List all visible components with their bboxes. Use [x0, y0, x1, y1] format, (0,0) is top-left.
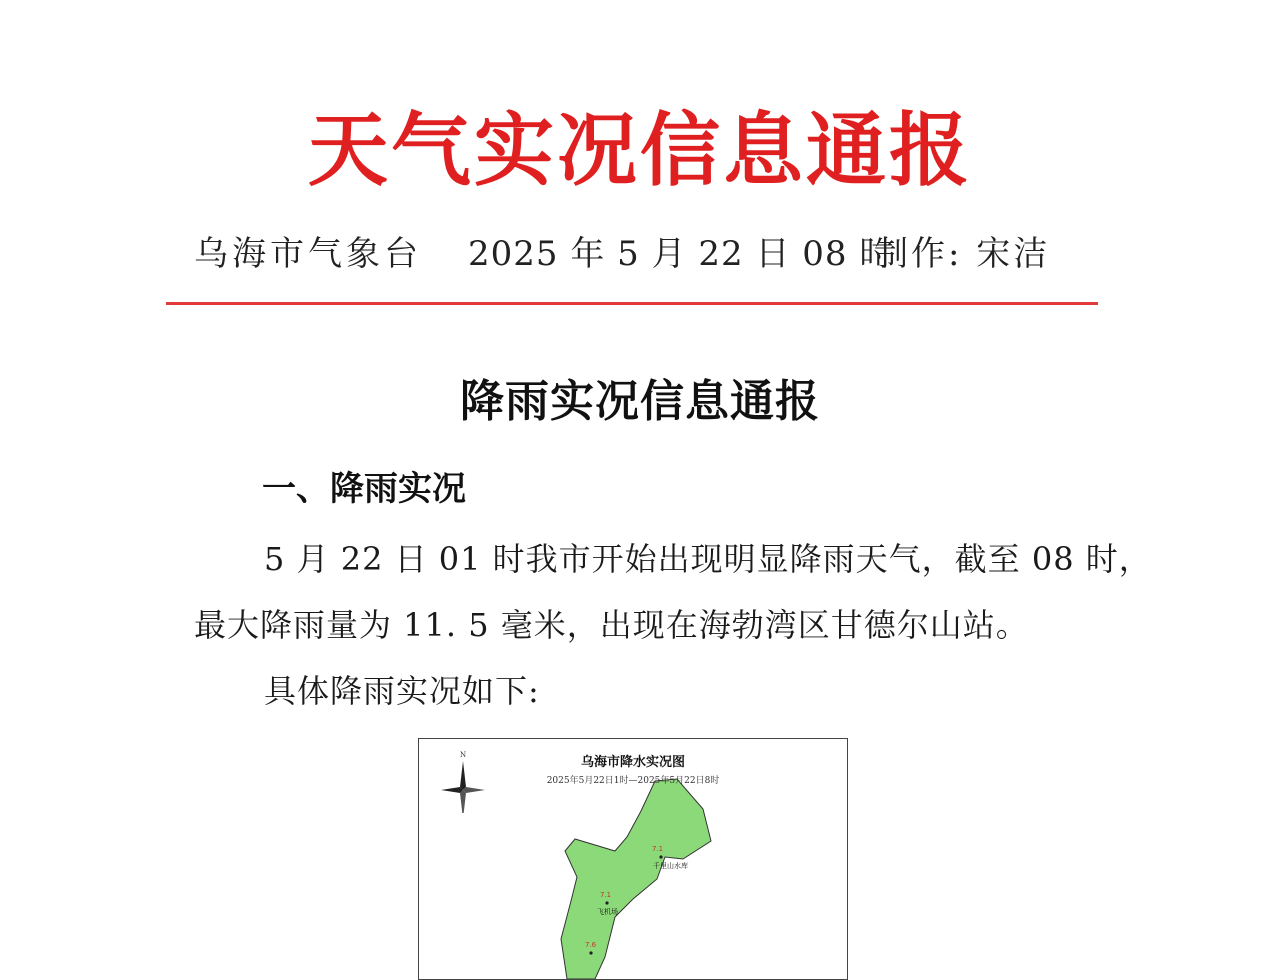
author-credit: 制作: 宋洁 — [874, 234, 1051, 274]
map-title: 乌海市降水实况图 — [580, 755, 685, 770]
issue-datetime: 2025 年 5 月 22 日 08 时 — [468, 234, 895, 274]
station-value-south: 7.6 — [585, 941, 597, 949]
station-value-qianlishan: 7.1 — [652, 845, 664, 853]
header-divider — [166, 302, 1098, 305]
station-value-airport: 7.1 — [600, 891, 612, 899]
issuing-organization: 乌海市气象台 — [194, 234, 422, 274]
precipitation-map — [418, 738, 848, 980]
station-label-qianlishan: 千里山水库 — [653, 862, 688, 870]
compass-letter: N — [460, 751, 467, 759]
body-paragraph-3: 具体降雨实况如下: — [264, 672, 540, 710]
section-heading: 一、降雨实况 — [262, 469, 466, 509]
body-paragraph-2: 最大降雨量为 11. 5 毫米，出现在海勃湾区甘德尔山站。 — [194, 606, 1029, 644]
map-subtitle: 2025年5月22日1时—2025年5月22日8时 — [546, 776, 720, 786]
section-title: 降雨实况信息通报 — [460, 376, 820, 427]
report-main-title: 天气实况信息通报 — [308, 103, 972, 197]
body-paragraph-1: 5 月 22 日 01 时我市开始出现明显降雨天气，截至 08 时， — [264, 540, 1152, 578]
station-label-airport: 飞机场 — [597, 908, 618, 916]
